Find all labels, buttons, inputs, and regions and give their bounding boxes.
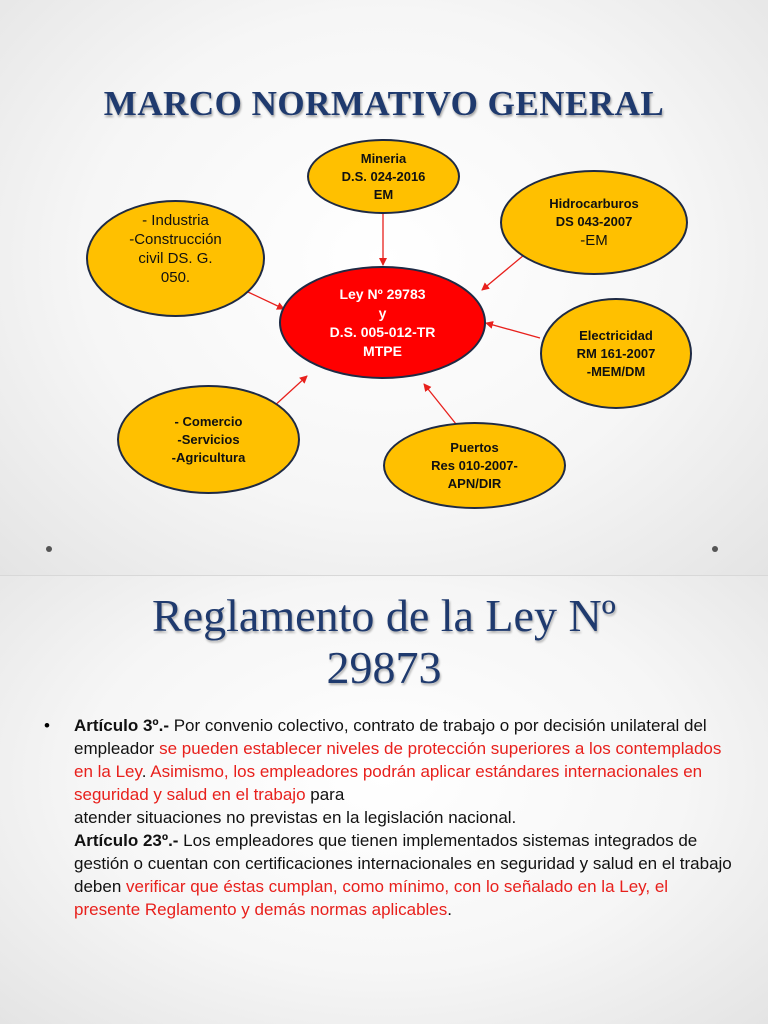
article-3-text1: Por convenio colectivo, contrato de trabajo o por decisión unilateral del empleador [74,716,707,758]
node-ley-line1: Ley Nº 29783 [339,285,426,302]
slide1-title: MARCO NORMATIVO GENERAL [103,84,665,123]
node-hidrocarburos [500,170,688,275]
article-3-highlight2: Asimismo, los empleadores podrán aplicar estándares internacionales en seguridad y salud en el trabajo [74,762,703,804]
node-mineria-line1: Mineria [360,150,407,166]
node-industria-line2: -Construcción [129,231,222,248]
arrow-electricidad [486,323,540,338]
node-electricidad-line1: Electricidad [579,327,653,343]
node-hidrocarburos-suffix: -EM [580,232,608,249]
node-ley-line4: MTPE [363,342,402,359]
node-electricidad [540,298,692,409]
node-electricidad-line2: RM 161-2007 [576,345,656,361]
bullet-marker: • [44,716,50,735]
article-23-paragraph [74,829,734,921]
article-23-text1: Los empleadores que tienen implementados sistemas integrados de gestión o cuentan con certificaciones internacionales en seguridad y salud en el trabajo deben [74,831,732,896]
article-3-highlight1: se pueden establecer niveles de protección superiores a los contemplados en la Ley [74,739,722,781]
node-industria-line4: 050. [160,269,191,286]
article-3-text2: . [141,762,151,781]
slide2-title [0,590,768,694]
node-industria-line1: - Industria [142,212,209,229]
node-electricidad-line3: -MEM/DM [586,363,646,379]
node-ley-line3: D.S. 005-012-TR [329,323,436,340]
node-comercio-line2: -Servicios [177,431,240,447]
node-comercio-line3: -Agricultura [171,449,246,465]
article-23-label: Artículo 23º.- [74,831,179,850]
slide-nav-dot-right [712,546,718,552]
node-hidrocarburos-line2: DS 043-2007 [555,214,633,229]
node-ley-line2: y [378,304,387,321]
node-mineria [307,139,460,214]
node-puertos [383,422,566,509]
article-23-text2: . [447,900,452,919]
node-mineria-line3: EM [373,186,394,202]
slide-nav-dot-left [46,546,52,552]
node-ley-central [279,266,486,379]
node-industria-line3: civil DS. G. [138,250,213,267]
article-3-paragraph [74,714,734,806]
node-comercio-line1: - Comercio [174,413,243,429]
slide-reglamento [0,576,768,1024]
node-puertos-line3: APN/DIR [447,475,502,491]
node-puertos-line1: Puertos [450,439,499,455]
arrow-industria [248,292,284,309]
node-industria [86,200,265,317]
node-puertos-line2: Res 010-2007- [431,457,518,473]
arrow-puertos [424,384,456,424]
slide2-title-line1: Reglamento de la Ley Nº [152,590,616,641]
article-3-label: Artículo 3º.- [74,716,169,735]
article-3-text3: para [305,785,345,804]
node-comercio [117,385,300,494]
article-23-highlight: verificar que éstas cumplan, como mínimo, con lo señalado en la Ley, el presente Reglamento y demás normas aplicables [74,877,669,919]
node-hidrocarburos-line1: Hidrocarburos [549,196,639,211]
slide2-title-line2: 29873 [326,642,442,693]
article-3-continuation: atender situaciones no previstas en la legislación nacional. [74,808,517,827]
slide2-body [74,714,734,921]
node-mineria-line2: D.S. 024-2016 [341,168,426,184]
